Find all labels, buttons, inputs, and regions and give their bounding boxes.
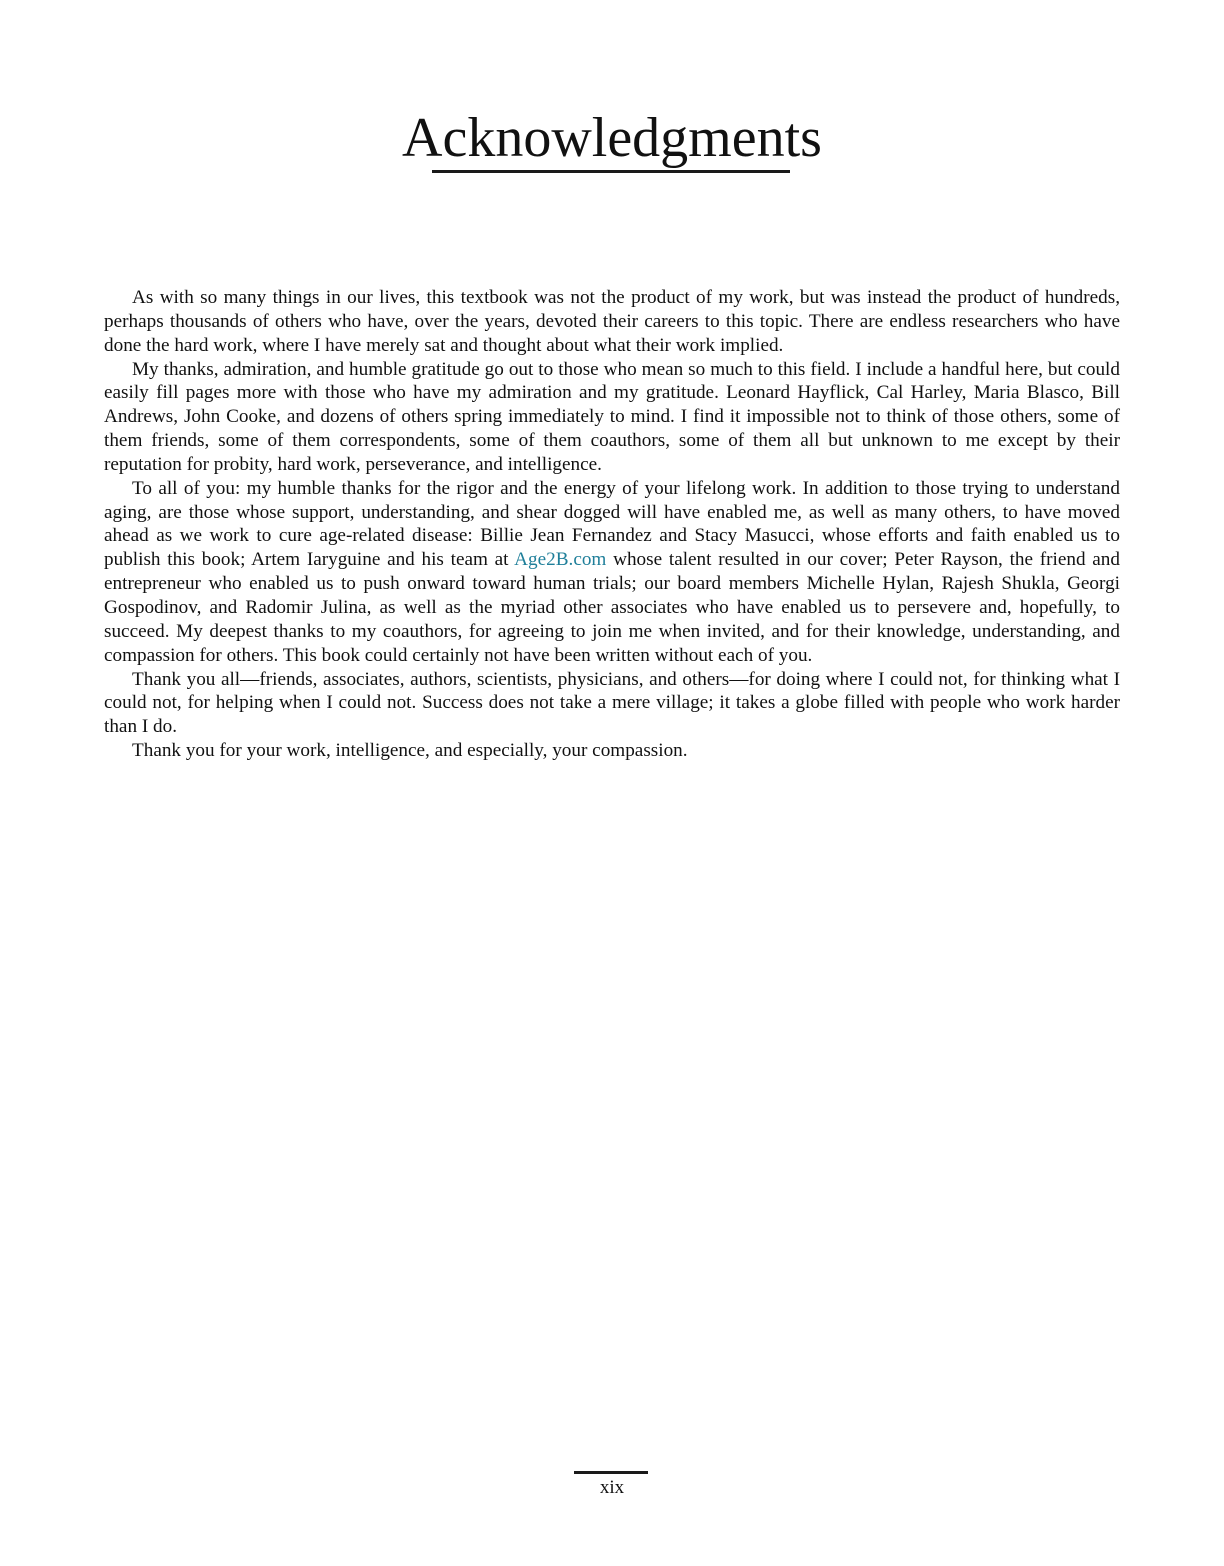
paragraph-1: As with so many things in our lives, this textbook was not the product of my work, but was instead the product of hundreds, perhaps thousands of others who have, over the years, devoted their careers to this topic. There are endless researchers who have done the hard work, where I have merely sat and thought about what their work implied. <box>104 287 1120 356</box>
paragraph-2: My thanks, admiration, and humble gratitude go out to those who mean so much to this field. I include a handful here, but could easily fill pages more with those who have my admiration and my gratitude. Leonard Hayflick, Cal Harley, Maria Blasco, Bill Andrews, John Cooke, and dozens of others spring immediately to mind. I find it impossible not to think of those others, some of them friends, some of them correspondents, some of them coauthors, some of them all but unknown to me except by their reputation for probity, hard work, perseverance, and intelligence. <box>104 358 1120 475</box>
page-number: xix <box>599 1477 625 1498</box>
paragraph-3-text-after-link: whose talent resulted in our cover; Peter Rayson, the friend and entrepreneur who enabled us to push onward toward human trials; our board members Michelle Hylan, Rajesh Shukla, Georgi Gospodinov, and Radomir Julina, as well as the myriad other associates who have enabled us to persevere and, hopefully, to succeed. My deepest thanks to my coauthors, for agreeing to join me when invited, and for their knowledge, understanding, and compassion for others. This book could certainly not have been written without each of you. <box>104 549 1120 666</box>
paragraph-3 <box>104 477 1120 668</box>
paragraph-5: Thank you for your work, intelligence, and especially, your compassion. <box>132 740 688 762</box>
page-title: Acknowledgments <box>402 107 822 169</box>
age2b-link[interactable]: Age2B.com <box>514 549 607 571</box>
footer-rule <box>574 1471 648 1474</box>
title-underline <box>432 170 790 173</box>
paragraph-4: Thank you all—friends, associates, authors, scientists, physicians, and others—for doing where I could not, for thinking what I could not, for helping when I could not. Success does not take a mere village; it takes a globe filled with people who work harder than I do. <box>104 668 1120 738</box>
paragraph-3-text-before-link: To all of you: my humble thanks for the rigor and the energy of your lifelong work. In addition to those trying to understand aging, are those whose support, understanding, and shear dogged will have enabled me, as well as many others, to have moved ahead as we work to cure age-related disease: Billie Jean Fernandez and Stacy Masucci, whose efforts and faith enabled us to publish this book; Artem Iaryguine and his team at <box>104 477 1120 571</box>
acknowledgments-body <box>104 286 1120 763</box>
